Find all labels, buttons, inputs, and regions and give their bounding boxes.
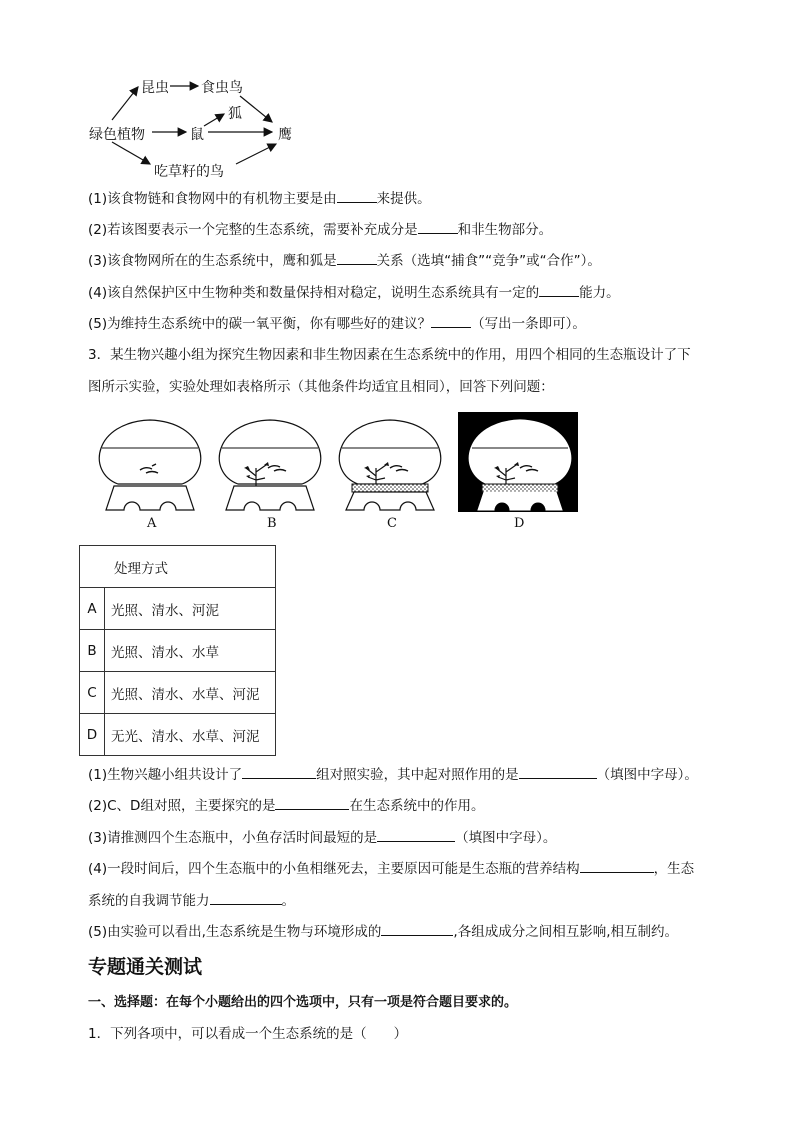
q3-intro-line2: 图所示实验，实验处理如表格所示（其他条件均适宜且相同），回答下列问题： [88, 379, 554, 395]
q3-sub-4-tail: 。 [281, 893, 295, 909]
jar-label-b: B [267, 516, 277, 531]
table-row [80, 630, 276, 672]
row-key: C [80, 672, 105, 714]
arrow-plants-insect [112, 87, 138, 120]
q2-item-5-text: (5)为维持生态系统中的碳一氧平衡，你有哪些好的建议？ [88, 316, 432, 332]
q3-sub-4-line2 [88, 889, 295, 909]
q3-sub-2-text: (2)C、D组对照，主要探究的是 [88, 798, 276, 814]
q2-item-5 [88, 312, 586, 332]
q3-sub-5 [88, 920, 678, 940]
q2-item-5-tail: （写出一条即可）。 [471, 316, 586, 332]
section-title: 专题通关测试 [88, 956, 203, 978]
table-row [80, 714, 276, 756]
answer-blank[interactable] [337, 188, 377, 203]
q3-sub-2 [88, 794, 484, 814]
q3-sub-3-tail: （填图中字母）。 [455, 830, 557, 846]
row-key: D [80, 714, 105, 756]
answer-blank[interactable] [519, 764, 597, 779]
row-value: 光照、清水、水草 [105, 630, 276, 672]
q2-item-3-tail: 关系（选填“捕食”“竞争”或“合作”）。 [376, 253, 601, 269]
q2-item-1-tail: 来提供。 [376, 191, 431, 207]
ecosystem-jars-figure [90, 410, 590, 514]
row-value: 无光、清水、水草、河泥 [105, 714, 276, 756]
jar-label-d: D [514, 516, 525, 531]
table-row [80, 588, 276, 630]
answer-blank[interactable] [381, 921, 453, 936]
q3-sub-4-line1 [88, 857, 694, 877]
q3-sub-1 [88, 763, 698, 783]
node-eagle: 鹰 [278, 127, 292, 143]
q2-item-1-text: (1)该食物链和食物网中的有机物主要是由 [88, 191, 337, 207]
q3-sub-4-mid: ，生态 [653, 861, 695, 877]
q2-item-4 [88, 281, 620, 301]
row-key: B [80, 630, 105, 672]
jar-d [458, 412, 578, 512]
jar-a [99, 420, 200, 510]
q3-sub-4-cont: 系统的自我调节能力 [88, 893, 210, 909]
q2-item-4-text: (4)该自然保护区中生物种类和数量保持相对稳定，说明生态系统具有一定的 [88, 285, 540, 301]
answer-blank[interactable] [580, 858, 654, 873]
answer-blank[interactable] [242, 764, 316, 779]
q2-item-2-text: (2)若该图要表示一个完整的生态系统，需要补充成分是 [88, 222, 418, 238]
answer-blank[interactable] [337, 250, 377, 265]
row-value: 光照、清水、水草、河泥 [105, 672, 276, 714]
table-header-row [80, 546, 276, 588]
arrow-insectbird-eagle [240, 96, 272, 122]
q3-sub-4-text: (4)一段时间后，四个生态瓶中的小鱼相继死去，主要原因可能是生态瓶的营养结构 [88, 861, 580, 877]
q2-item-2 [88, 218, 552, 238]
q2-item-3-text: (3)该食物网所在的生态系统中，鹰和狐是 [88, 253, 337, 269]
jar-label-c: C [387, 516, 397, 531]
answer-blank[interactable] [275, 795, 349, 810]
q2-item-2-tail: 和非生物部分。 [457, 222, 553, 238]
node-mouse: 鼠 [190, 127, 204, 143]
table-row [80, 672, 276, 714]
q3-sub-1-mid: 组对照实验，其中起对照作用的是 [316, 767, 519, 783]
treatment-table [79, 545, 276, 756]
row-key: A [80, 588, 105, 630]
q3-sub-3 [88, 826, 556, 846]
answer-blank[interactable] [539, 282, 579, 297]
q3-sub-2-tail: 在生态系统中的作用。 [349, 798, 485, 814]
node-fox: 狐 [228, 106, 242, 122]
q3-sub-3-text: (3)请推测四个生态瓶中，小鱼存活时间最短的是 [88, 830, 378, 846]
section-instruction: 一、选择题：在每个小题给出的四个选项中，只有一项是符合题目要求的。 [88, 995, 518, 1010]
arrow-mouse-fox [204, 114, 224, 126]
answer-blank[interactable] [210, 890, 282, 905]
jar-label-a: A [147, 516, 157, 531]
q2-item-4-tail: 能力。 [579, 285, 620, 301]
arrow-seedbird-eagle [236, 144, 276, 164]
q2-item-1 [88, 187, 431, 207]
node-insect-bird: 食虫鸟 [201, 80, 243, 96]
q2-item-3 [88, 249, 601, 269]
arrow-plants-seedbird [112, 142, 150, 164]
answer-blank[interactable] [377, 827, 455, 842]
table-header: 处理方式 [80, 546, 276, 588]
q3-sub-5-text: (5)由实验可以看出,生态系统是生物与环境形成的 [88, 924, 382, 940]
question-1: 1．下列各项中，可以看成一个生态系统的是（ ） [88, 1026, 408, 1042]
node-plants: 绿色植物 [89, 127, 145, 143]
answer-blank[interactable] [431, 313, 471, 328]
node-insect: 昆虫 [141, 80, 169, 96]
answer-blank[interactable] [418, 219, 458, 234]
node-seed-bird: 吃草籽的鸟 [154, 164, 224, 180]
q3-sub-1-text: (1)生物兴趣小组共设计了 [88, 767, 243, 783]
row-value: 光照、清水、河泥 [105, 588, 276, 630]
q3-sub-5-tail: ,各组成成分之间相互影响,相互制约。 [453, 924, 679, 940]
jar-c [339, 420, 440, 510]
q3-sub-1-tail: （填图中字母）。 [596, 767, 698, 783]
q3-intro-line1: 3．某生物兴趣小组为探究生物因素和非生物因素在生态系统中的作用，用四个相同的生态瓶设计了下 [88, 347, 691, 363]
jar-b [219, 420, 320, 510]
